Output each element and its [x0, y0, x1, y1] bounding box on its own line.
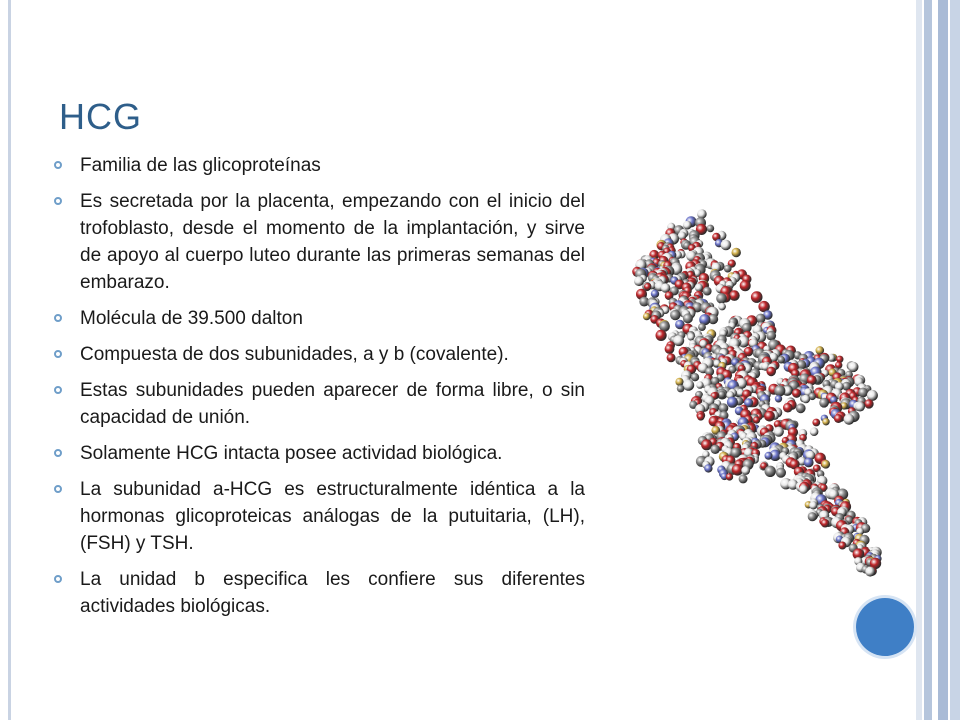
- atom-sphere: [774, 427, 784, 437]
- atom-sphere: [838, 542, 846, 550]
- atom-sphere: [677, 385, 685, 393]
- atom-sphere: [726, 473, 733, 480]
- slide-title: HCG: [59, 96, 142, 137]
- atom-sphere: [634, 276, 644, 286]
- atom-sphere: [697, 209, 707, 219]
- atom-sphere: [858, 388, 868, 398]
- atom-sphere: [675, 378, 683, 386]
- atom-sphere: [727, 397, 738, 408]
- atom-sphere: [701, 439, 712, 450]
- atom-sphere: [821, 519, 830, 528]
- bullet-marker-icon: [54, 314, 62, 322]
- atom-sphere: [729, 290, 740, 301]
- bullet-item: [52, 305, 585, 332]
- atom-sphere: [753, 417, 760, 424]
- bullet-marker-icon: [54, 449, 62, 457]
- atom-sphere: [751, 291, 763, 303]
- atom-sphere: [834, 414, 843, 423]
- atom-sphere: [864, 399, 873, 408]
- protein-molecule-illustration: [628, 205, 888, 580]
- atom-sphere: [718, 303, 726, 311]
- atom-sphere: [696, 381, 703, 388]
- atom-sphere: [822, 460, 831, 469]
- atom-sphere: [740, 280, 751, 291]
- atom-sphere: [683, 313, 693, 323]
- bullet-text: Solamente HCG intacta posee actividad biológica.: [80, 443, 503, 464]
- atom-sphere: [765, 452, 773, 460]
- atom-sphere: [792, 389, 801, 398]
- atom-sphere: [776, 468, 786, 478]
- atom-sphere: [766, 367, 776, 377]
- atom-sphere: [764, 411, 775, 422]
- atom-sphere: [799, 485, 808, 494]
- atom-sphere: [665, 344, 675, 354]
- atom-sphere: [809, 501, 817, 509]
- atom-sphere: [819, 398, 829, 408]
- atom-sphere: [704, 464, 712, 472]
- atom-sphere: [732, 248, 741, 257]
- atom-sphere: [855, 402, 865, 412]
- atom-sphere: [724, 265, 732, 273]
- bullet-marker-icon: [54, 197, 62, 205]
- atom-sphere: [808, 512, 817, 521]
- atom-sphere: [774, 385, 785, 396]
- atom-sphere: [777, 356, 785, 364]
- atom-sphere: [810, 427, 819, 436]
- atom-sphere: [865, 567, 875, 577]
- bullet-text: La unidad b especifica les confiere sus diferentes actividades biológicas.: [80, 569, 585, 617]
- atom-sphere: [644, 283, 651, 290]
- atom-sphere: [643, 313, 651, 321]
- atom-sphere: [765, 466, 776, 477]
- bullet-item: [52, 188, 585, 296]
- atom-sphere: [716, 293, 727, 304]
- bullet-text: Estas subunidades pueden aparecer de forma libre, o sin capacidad de unión.: [80, 380, 585, 428]
- atom-sphere: [721, 240, 732, 251]
- bullet-text: La subunidad a-HCG es estructuralmente idéntica a la hormonas glicoproteicas análogas de la putuitaria, (LH), (FSH) y TSH.: [80, 479, 585, 554]
- atom-sphere: [667, 353, 676, 362]
- atom-sphere: [822, 418, 829, 425]
- atom-sphere: [802, 395, 811, 404]
- bullet-text: Familia de las glicoproteínas: [80, 155, 321, 176]
- bullet-marker-icon: [54, 350, 62, 358]
- bullet-item: [52, 152, 585, 179]
- atom-sphere: [695, 283, 703, 291]
- bullet-item: [52, 566, 585, 620]
- bullet-list: [52, 152, 585, 629]
- atom-sphere: [783, 403, 793, 413]
- bullet-marker-icon: [54, 485, 62, 493]
- atom-sphere: [697, 413, 705, 421]
- bullet-item: [52, 476, 585, 557]
- atom-sphere: [796, 403, 806, 413]
- atom-sphere: [683, 379, 694, 390]
- bullet-item: [52, 377, 585, 431]
- accent-circle: [856, 598, 914, 656]
- atom-sphere: [775, 395, 782, 402]
- bullet-item: [52, 440, 585, 467]
- atom-sphere: [698, 323, 706, 331]
- atom-sphere: [683, 221, 692, 230]
- atom-sphere: [739, 474, 748, 483]
- atom-sphere: [703, 287, 712, 296]
- bullet-marker-icon: [54, 575, 62, 583]
- atom-sphere: [670, 310, 680, 320]
- atom-sphere: [691, 373, 699, 381]
- atom-sphere: [848, 362, 858, 372]
- atom-sphere: [656, 330, 667, 341]
- atom-sphere: [741, 466, 750, 475]
- bullet-text: Compuesta de dos subunidades, a y b (covalente).: [80, 344, 509, 365]
- atom-sphere: [707, 225, 715, 233]
- bullet-text: Es secretada por la placenta, empezando con el inicio del trofoblasto, desde el momento de la implantación, y sirve de apoyo al cuerpo luteo durante las primeras semanas del embarazo.: [80, 191, 585, 293]
- bullet-marker-icon: [54, 386, 62, 394]
- right-decorative-stripes: [916, 0, 960, 720]
- left-border-line: [8, 0, 11, 720]
- bullet-text: Molécula de 39.500 dalton: [80, 308, 303, 329]
- bullet-item: [52, 341, 585, 368]
- bullet-marker-icon: [54, 161, 62, 169]
- atom-sphere: [844, 414, 855, 425]
- atom-sphere: [651, 290, 659, 298]
- atom-sphere: [804, 458, 814, 468]
- atom-sphere: [766, 331, 776, 341]
- atom-sphere: [711, 445, 720, 454]
- atom-sphere: [812, 419, 820, 427]
